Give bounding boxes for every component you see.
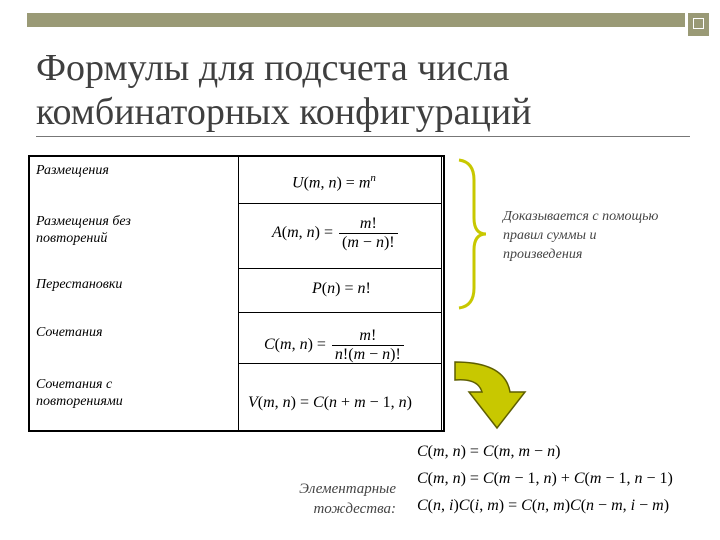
proof-note: Доказывается с помощью правил суммы и произведения [503, 209, 659, 262]
row-label-razmeshcheniya: Размещения [36, 163, 109, 178]
identity-2: C(m, n) = C(m − 1, n) + C(m − 1, n − 1) [417, 470, 673, 487]
curved-arrow-icon [455, 362, 525, 428]
row-label-sochetaniya: Сочетания [36, 325, 103, 340]
curly-brace-icon [459, 160, 486, 308]
identity-1: C(m, n) = C(m, m − n) [417, 443, 561, 460]
formula-perestanovki: P(n) = n! [312, 280, 371, 297]
formula-razmeshcheniya-bez-povtoreniy: A(m, n) = $\frac{m!}{(m - n)!}$ [272, 215, 400, 252]
title-line-2: комбинаторных конфигураций [36, 91, 532, 133]
row-label-sochetaniya-s-povtoreniyami: Сочетания с повторениями [36, 377, 123, 409]
title-line-1: Формулы для подсчета числа [36, 47, 510, 89]
row-label-perestanovki: Перестановки [36, 277, 123, 292]
formula-sochetaniya-s-povtoreniyami: V(m, n) = C(n + m − 1, n) [248, 394, 412, 411]
row-label-razmeshcheniya-bez-povtoreniy: Размещения без повторений [36, 214, 131, 246]
formula-sochetaniya: C(m, n) = $\frac{m!}{n!(m - n)!}$ [264, 327, 406, 364]
identities-label: Элементарные тождества: [299, 481, 396, 517]
identity-3: C(n, i)C(i, m) = C(n, m)C(n − m, i − m) [417, 497, 670, 514]
formula-razmeshcheniya: U(m, $n) = m^n$ [292, 172, 376, 192]
